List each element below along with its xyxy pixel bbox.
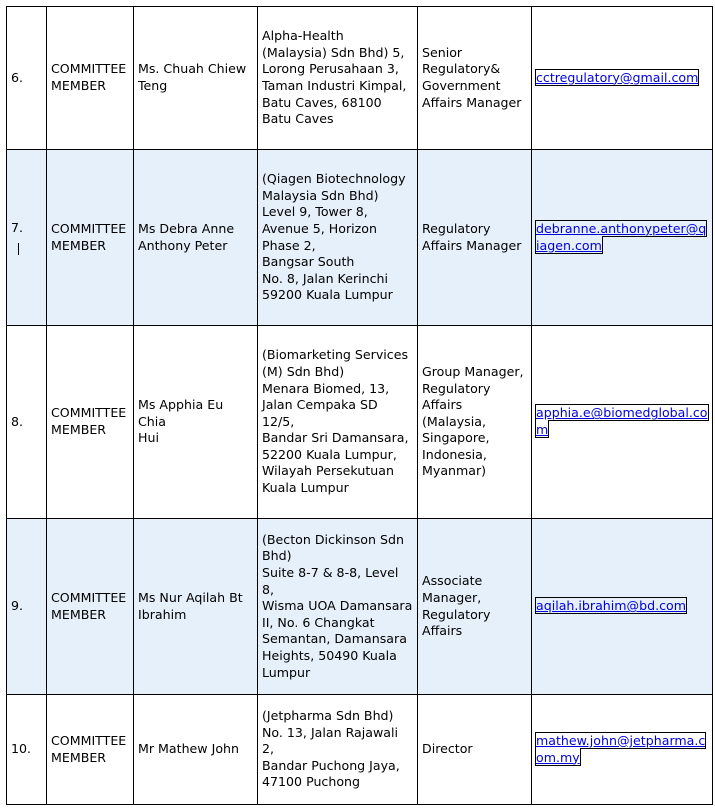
member-name: Ms Debra Anne Anthony Peter [134, 150, 258, 326]
email-cell [532, 695, 713, 805]
email-cell [532, 519, 713, 695]
email-cell [532, 326, 713, 519]
table-row [7, 7, 713, 150]
member-name: Ms Apphia Eu Chia Hui [134, 326, 258, 519]
row-number: 8. [7, 326, 47, 519]
table-row [7, 326, 713, 519]
member-position: Regulatory Affairs Manager [418, 150, 532, 326]
member-role: COMMITTEE MEMBER [47, 7, 134, 150]
member-name: Ms. Chuah Chiew Teng [134, 7, 258, 150]
member-address: (Qiagen Biotechnology Malaysia Sdn Bhd) Level 9, Tower 8, Avenue 5, Horizon Phase 2, Bangsar South No. 8, Jalan Kerinchi 59200 Kuala Lumpur [258, 150, 418, 326]
member-position: Director [418, 695, 532, 805]
member-address: (Becton Dickinson Sdn Bhd) Suite 8-7 & 8-8, Level 8, Wisma UOA Damansara II, No. 6 Changkat Semantan, Damansara Heights, 50490 Kuala Lumpur [258, 519, 418, 695]
member-position: Group Manager, Regulatory Affairs (Malaysia, Singapore, Indonesia, Myanmar) [418, 326, 532, 519]
text-cursor [18, 243, 19, 255]
email-link[interactable]: aqilah.ibrahim@bd.com [536, 598, 687, 614]
member-address: Alpha-Health (Malaysia) Sdn Bhd) 5, Lorong Perusahaan 3, Taman Industri Kimpal, Batu Caves, 68100 Batu Caves [258, 7, 418, 150]
email-link[interactable]: mathew.john@jetpharma.com.my [536, 732, 706, 765]
committee-table [6, 6, 713, 805]
table-row [7, 695, 713, 805]
member-address: (Jetpharma Sdn Bhd) No. 13, Jalan Rajawali 2, Bandar Puchong Jaya, 47100 Puchong [258, 695, 418, 805]
member-position: Senior Regulatory& Government Affairs Manager [418, 7, 532, 150]
row-number-text: 7. [11, 220, 24, 236]
table-row [7, 519, 713, 695]
member-role: COMMITTEE MEMBER [47, 695, 134, 805]
email-cell [532, 7, 713, 150]
member-name: Mr Mathew John [134, 695, 258, 805]
row-number [7, 150, 47, 326]
row-number: 6. [7, 7, 47, 150]
email-link[interactable]: cctregulatory@gmail.com [536, 69, 699, 85]
row-number: 9. [7, 519, 47, 695]
member-role: COMMITTEE MEMBER [47, 150, 134, 326]
email-cell [532, 150, 713, 326]
member-role: COMMITTEE MEMBER [47, 519, 134, 695]
member-position: Associate Manager, Regulatory Affairs [418, 519, 532, 695]
email-link[interactable]: apphia.e@biomedglobal.com [536, 405, 708, 437]
member-name: Ms Nur Aqilah Bt Ibrahim [134, 519, 258, 695]
member-address: (Biomarketing Services (M) Sdn Bhd) Menara Biomed, 13, Jalan Cempaka SD 12/5, Bandar Sri Damansara, 52200 Kuala Lumpur, Wilayah Persekutuan Kuala Lumpur [258, 326, 418, 519]
table-row [7, 150, 713, 326]
member-role: COMMITTEE MEMBER [47, 326, 134, 519]
row-number: 10. [7, 695, 47, 805]
email-link[interactable]: debranne.anthonypeter@qiagen.com [536, 220, 707, 253]
